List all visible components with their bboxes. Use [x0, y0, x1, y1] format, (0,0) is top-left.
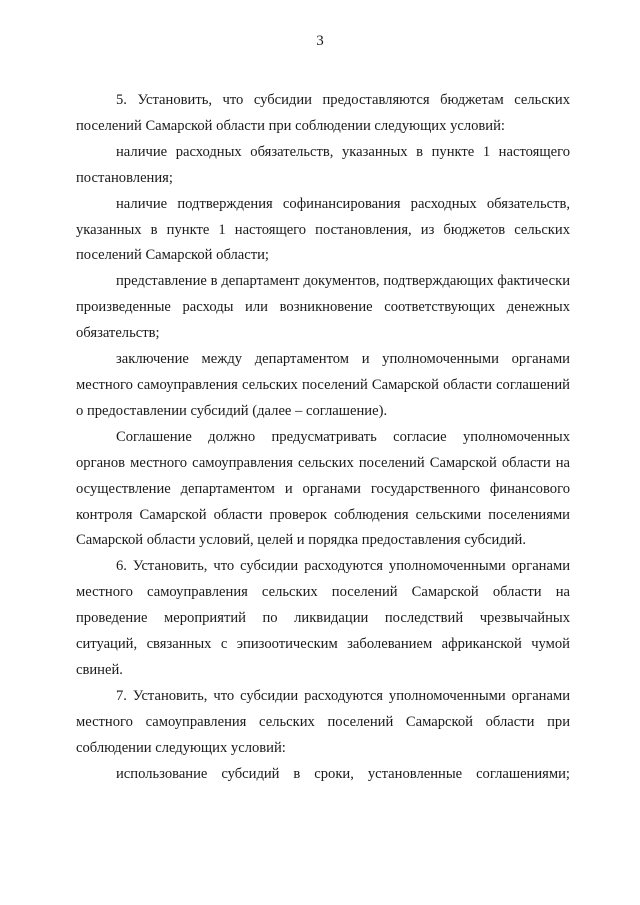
- paragraph-condition-cofinancing: наличие подтверждения софинансирования расходных обязательств, указанных в пункте 1 настоящего постановления, из бюджетов сельских поселений Самарской области;: [76, 195, 570, 264]
- paragraph-agreement-consent: Соглашение должно предусматривать согласие уполномоченных органов местного самоуправления сельских поселений Самарской области на осуществление департаментом и органами государственного финансового контроля Самарской области проверок соблюдения сельскими поселениями Самарской области условий, целей и порядка предоставления субсидий.: [76, 428, 570, 549]
- paragraph-7: 7. Установить, что субсидии расходуются уполномоченными органами местного самоуправления сельских поселений Самарской области при соблюдении следующих условий:: [76, 687, 570, 756]
- paragraph-condition-deadlines: использование субсидий в сроки, установленные соглашениями;: [116, 765, 570, 782]
- paragraph-condition-agreement: заключение между департаментом и уполномоченными органами местного самоуправления сельских поселений Самарской области соглашений о предоставлении субсидий (далее – соглашение).: [76, 351, 570, 419]
- document-body: [76, 88, 570, 787]
- paragraph-condition-obligations: наличие расходных обязательств, указанных в пункте 1 настоящего постановления;: [76, 143, 570, 186]
- paragraph-condition-documents: представление в департамент документов, подтверждающих фактически произведенные расходы или возникновение соответствующих денежных обязательств;: [76, 273, 570, 342]
- paragraph-6: 6. Установить, что субсидии расходуются уполномоченными органами местного самоуправления сельских поселений Самарской области на проведение мероприятий по ликвидации последствий чрезвычайных ситуаций, связанных с эпизоотическим заболеванием африканской чумой свиней.: [76, 558, 570, 678]
- page-number: 3: [316, 33, 324, 49]
- paragraph-5: 5. Установить, что субсидии предоставляются бюджетам сельских поселений Самарской области при соблюдении следующих условий:: [76, 92, 570, 134]
